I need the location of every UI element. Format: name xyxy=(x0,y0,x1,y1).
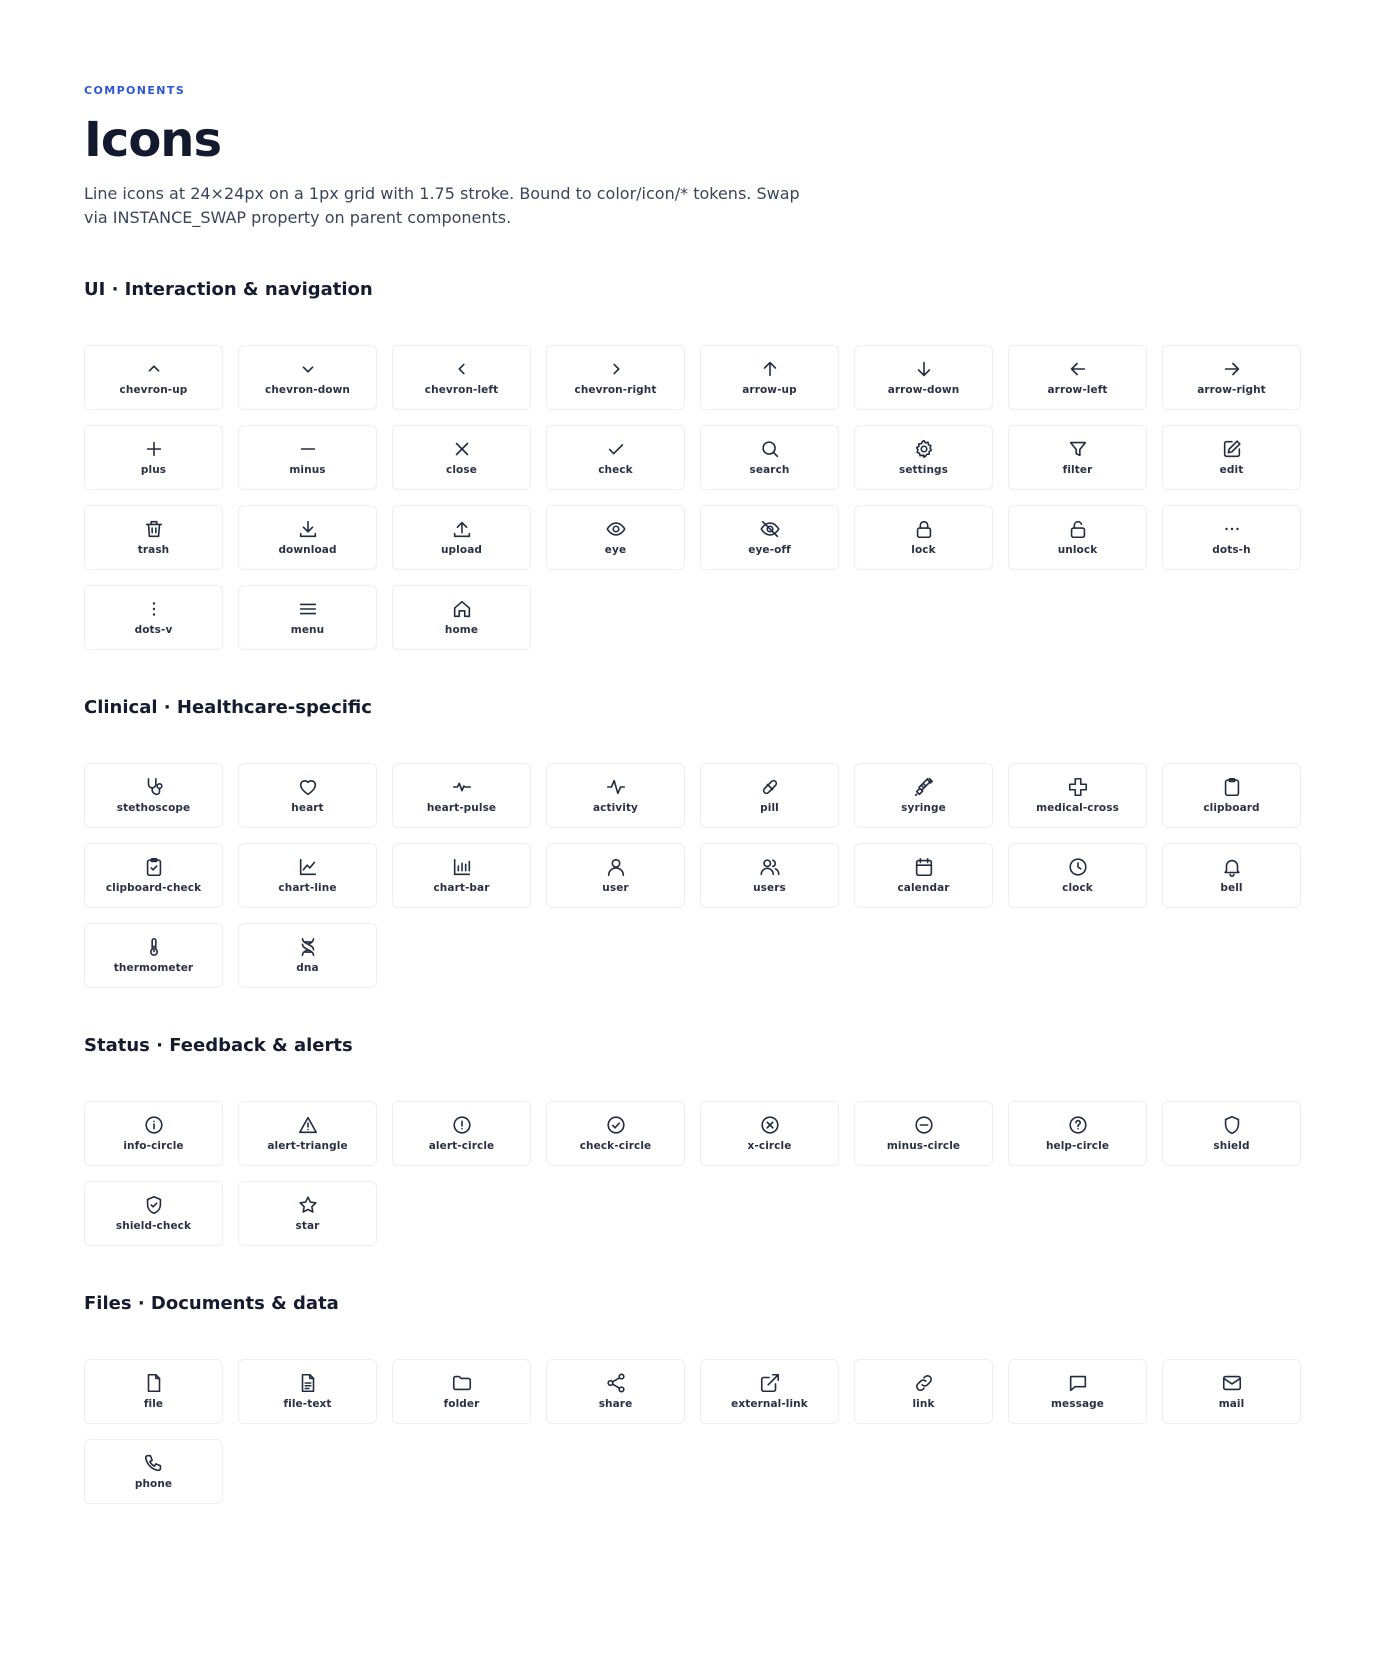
icon-label: thermometer xyxy=(113,962,194,974)
icon-label: search xyxy=(749,464,790,476)
check-icon xyxy=(604,437,628,461)
icon-tile-external-link[interactable] xyxy=(700,1359,839,1424)
section-title: Status · Feedback & alerts xyxy=(84,1035,353,1056)
icon-label: file xyxy=(143,1398,164,1410)
icon-label: file-text xyxy=(283,1398,332,1410)
close-icon xyxy=(450,437,474,461)
icon-label: mail xyxy=(1218,1398,1245,1410)
icons-page xyxy=(0,84,1400,1504)
icon-tile-x-circle[interactable] xyxy=(700,1101,839,1166)
icon-tile-filter[interactable] xyxy=(1008,425,1147,490)
minus-icon xyxy=(296,437,320,461)
icon-tile-trash[interactable] xyxy=(84,505,223,570)
icon-tile-share[interactable] xyxy=(546,1359,685,1424)
icon-label: check xyxy=(598,464,633,476)
dna-icon xyxy=(296,935,320,959)
icon-tile-chevron-up[interactable] xyxy=(84,345,223,410)
icon-tile-phone[interactable] xyxy=(84,1439,223,1504)
message-icon xyxy=(1066,1371,1090,1395)
arrow-down-icon xyxy=(912,357,936,381)
icon-grid xyxy=(84,763,1316,988)
edit-icon xyxy=(1220,437,1244,461)
icon-label: x-circle xyxy=(747,1140,792,1152)
upload-icon xyxy=(450,517,474,541)
icon-label: chevron-left xyxy=(424,384,499,396)
eye-icon xyxy=(604,517,628,541)
page-description: Line icons at 24×24px on a 1px grid with 1.75 stroke. Bound to color/icon/* tokens. Swap via INSTANCE_SWAP property on parent components. xyxy=(84,184,800,227)
arrow-right-icon xyxy=(1220,357,1244,381)
icon-label: trash xyxy=(137,544,170,556)
users-icon xyxy=(758,855,782,879)
icon-tile-minus[interactable] xyxy=(238,425,377,490)
icon-tile-mail[interactable] xyxy=(1162,1359,1301,1424)
chart-bar-icon xyxy=(450,855,474,879)
icon-label: syringe xyxy=(901,802,946,814)
icon-tile-folder[interactable] xyxy=(392,1359,531,1424)
icon-tile-medical-cross[interactable] xyxy=(1008,763,1147,828)
icon-label: check-circle xyxy=(579,1140,652,1152)
icon-tile-calendar[interactable] xyxy=(854,843,993,908)
icon-tile-dots-v[interactable] xyxy=(84,585,223,650)
icon-label: arrow-down xyxy=(887,384,960,396)
icon-tile-chart-bar[interactable] xyxy=(392,843,531,908)
page-title: Icons xyxy=(84,112,222,168)
chevron-right-icon xyxy=(604,357,628,381)
info-circle-icon xyxy=(142,1113,166,1137)
section-clinical xyxy=(84,696,1316,988)
icon-label: edit xyxy=(1219,464,1244,476)
user-icon xyxy=(604,855,628,879)
icon-label: folder xyxy=(443,1398,480,1410)
icon-label: user xyxy=(602,882,629,894)
icon-tile-shield[interactable] xyxy=(1162,1101,1301,1166)
icon-tile-file-text[interactable] xyxy=(238,1359,377,1424)
icon-label: menu xyxy=(290,624,325,636)
icon-tile-eye-off[interactable] xyxy=(700,505,839,570)
icon-tile-eye[interactable] xyxy=(546,505,685,570)
icon-label: link xyxy=(912,1398,935,1410)
chevron-up-icon xyxy=(142,357,166,381)
icon-tile-heart-pulse[interactable] xyxy=(392,763,531,828)
icon-label: alert-circle xyxy=(428,1140,495,1152)
icon-label: chart-bar xyxy=(433,882,490,894)
activity-icon xyxy=(604,775,628,799)
icon-tile-home[interactable] xyxy=(392,585,531,650)
icon-tile-star[interactable] xyxy=(238,1181,377,1246)
chevron-left-icon xyxy=(450,357,474,381)
shield-icon xyxy=(1220,1113,1244,1137)
icon-tile-stethoscope[interactable] xyxy=(84,763,223,828)
icon-label: calendar xyxy=(897,882,950,894)
section-ui xyxy=(84,278,1316,650)
pill-icon xyxy=(758,775,782,799)
icon-tile-help-circle[interactable] xyxy=(1008,1101,1147,1166)
icon-label: upload xyxy=(440,544,482,556)
eyebrow-label: COMPONENTS xyxy=(84,84,186,97)
icon-tile-chevron-right[interactable] xyxy=(546,345,685,410)
icon-tile-message[interactable] xyxy=(1008,1359,1147,1424)
arrow-up-icon xyxy=(758,357,782,381)
icon-tile-clipboard-check[interactable] xyxy=(84,843,223,908)
icon-label: message xyxy=(1051,1398,1104,1410)
icon-label: shield xyxy=(1213,1140,1250,1152)
stethoscope-icon xyxy=(142,775,166,799)
icon-tile-arrow-up[interactable] xyxy=(700,345,839,410)
icon-tile-arrow-down[interactable] xyxy=(854,345,993,410)
icon-label: dots-v xyxy=(134,624,173,636)
minus-circle-icon xyxy=(912,1113,936,1137)
menu-icon xyxy=(296,597,320,621)
section-title: Files · Documents & data xyxy=(84,1293,339,1314)
syringe-icon xyxy=(912,775,936,799)
icon-tile-plus[interactable] xyxy=(84,425,223,490)
icon-label: dots-h xyxy=(1212,544,1251,556)
icon-tile-arrow-left[interactable] xyxy=(1008,345,1147,410)
icon-tile-heart[interactable] xyxy=(238,763,377,828)
icon-label: chevron-right xyxy=(574,384,657,396)
icon-grid xyxy=(84,1101,1316,1246)
clipboard-check-icon xyxy=(142,855,166,879)
icon-tile-info-circle[interactable] xyxy=(84,1101,223,1166)
icon-tile-upload[interactable] xyxy=(392,505,531,570)
clock-icon xyxy=(1066,855,1090,879)
icon-label: arrow-right xyxy=(1197,384,1266,396)
icon-tile-lock[interactable] xyxy=(854,505,993,570)
icon-tile-clock[interactable] xyxy=(1008,843,1147,908)
icon-label: heart-pulse xyxy=(426,802,497,814)
icon-label: medical-cross xyxy=(1036,802,1119,814)
icon-label: home xyxy=(444,624,479,636)
icon-tile-arrow-right[interactable] xyxy=(1162,345,1301,410)
icon-label: close xyxy=(446,464,477,476)
icon-tile-chart-line[interactable] xyxy=(238,843,377,908)
eye-off-icon xyxy=(758,517,782,541)
file-icon xyxy=(142,1371,166,1395)
folder-icon xyxy=(450,1371,474,1395)
search-icon xyxy=(758,437,782,461)
icon-tile-file[interactable] xyxy=(84,1359,223,1424)
icon-tile-chevron-down[interactable] xyxy=(238,345,377,410)
filter-icon xyxy=(1066,437,1090,461)
icon-label: settings xyxy=(898,464,949,476)
help-circle-icon xyxy=(1066,1113,1090,1137)
icon-tile-unlock[interactable] xyxy=(1008,505,1147,570)
icon-label: star xyxy=(295,1220,320,1232)
thermometer-icon xyxy=(142,935,166,959)
file-text-icon xyxy=(296,1371,320,1395)
icon-label: stethoscope xyxy=(116,802,191,814)
icon-label: arrow-left xyxy=(1047,384,1108,396)
icon-tile-dots-h[interactable] xyxy=(1162,505,1301,570)
link-icon xyxy=(912,1371,936,1395)
icon-label: minus xyxy=(289,464,326,476)
icon-label: shield-check xyxy=(115,1220,192,1232)
arrow-left-icon xyxy=(1066,357,1090,381)
trash-icon xyxy=(142,517,166,541)
icon-label: bell xyxy=(1220,882,1243,894)
icon-label: chevron-up xyxy=(119,384,188,396)
icon-tile-menu[interactable] xyxy=(238,585,377,650)
icon-grid xyxy=(84,1359,1316,1504)
section-status xyxy=(84,1034,1316,1246)
icon-tile-check-circle[interactable] xyxy=(546,1101,685,1166)
icon-label: eye-off xyxy=(748,544,791,556)
unlock-icon xyxy=(1066,517,1090,541)
icon-label: info-circle xyxy=(123,1140,184,1152)
icon-label: pill xyxy=(760,802,779,814)
icon-tile-thermometer[interactable] xyxy=(84,923,223,988)
icon-label: minus-circle xyxy=(886,1140,961,1152)
icon-tile-bell[interactable] xyxy=(1162,843,1301,908)
chevron-down-icon xyxy=(296,357,320,381)
section-title: UI · Interaction & navigation xyxy=(84,279,373,300)
icon-label: clipboard xyxy=(1203,802,1260,814)
icon-label: heart xyxy=(291,802,324,814)
heart-pulse-icon xyxy=(450,775,474,799)
mail-icon xyxy=(1220,1371,1244,1395)
clipboard-icon xyxy=(1220,775,1244,799)
icon-tile-chevron-left[interactable] xyxy=(392,345,531,410)
section-title: Clinical · Healthcare-specific xyxy=(84,697,372,718)
medical-cross-icon xyxy=(1066,775,1090,799)
check-circle-icon xyxy=(604,1113,628,1137)
icon-tile-users[interactable] xyxy=(700,843,839,908)
external-link-icon xyxy=(758,1371,782,1395)
icon-tile-pill[interactable] xyxy=(700,763,839,828)
icon-tile-alert-triangle[interactable] xyxy=(238,1101,377,1166)
home-icon xyxy=(450,597,474,621)
section-files xyxy=(84,1292,1316,1504)
icon-label: eye xyxy=(604,544,627,556)
phone-icon xyxy=(142,1451,166,1475)
star-icon xyxy=(296,1193,320,1217)
x-circle-icon xyxy=(758,1113,782,1137)
icon-tile-activity[interactable] xyxy=(546,763,685,828)
icon-label: phone xyxy=(134,1478,173,1490)
alert-triangle-icon xyxy=(296,1113,320,1137)
icon-tile-clipboard[interactable] xyxy=(1162,763,1301,828)
icon-grid xyxy=(84,345,1316,650)
alert-circle-icon xyxy=(450,1113,474,1137)
icon-tile-search[interactable] xyxy=(700,425,839,490)
icon-tile-link[interactable] xyxy=(854,1359,993,1424)
icon-label: lock xyxy=(911,544,936,556)
icon-tile-dna[interactable] xyxy=(238,923,377,988)
icon-label: clipboard-check xyxy=(105,882,202,894)
icon-label: download xyxy=(278,544,337,556)
heart-icon xyxy=(296,775,320,799)
icon-label: external-link xyxy=(731,1398,808,1410)
dots-v-icon xyxy=(142,597,166,621)
icon-tile-shield-check[interactable] xyxy=(84,1181,223,1246)
share-icon xyxy=(604,1371,628,1395)
chart-line-icon xyxy=(296,855,320,879)
icon-tile-close[interactable] xyxy=(392,425,531,490)
icon-label: help-circle xyxy=(1045,1140,1110,1152)
icon-label: chart-line xyxy=(278,882,337,894)
icon-tile-download[interactable] xyxy=(238,505,377,570)
lock-icon xyxy=(912,517,936,541)
icon-label: alert-triangle xyxy=(267,1140,348,1152)
plus-icon xyxy=(142,437,166,461)
bell-icon xyxy=(1220,855,1244,879)
icon-label: activity xyxy=(592,802,639,814)
icon-label: clock xyxy=(1062,882,1093,894)
settings-icon xyxy=(912,437,936,461)
icon-label: chevron-down xyxy=(265,384,350,396)
icon-tile-settings[interactable] xyxy=(854,425,993,490)
icon-label: filter xyxy=(1062,464,1093,476)
icon-tile-syringe[interactable] xyxy=(854,763,993,828)
icon-tile-check[interactable] xyxy=(546,425,685,490)
icon-label: plus xyxy=(140,464,167,476)
icon-tile-minus-circle[interactable] xyxy=(854,1101,993,1166)
dots-h-icon xyxy=(1220,517,1244,541)
icon-label: users xyxy=(753,882,786,894)
icon-tile-alert-circle[interactable] xyxy=(392,1101,531,1166)
calendar-icon xyxy=(912,855,936,879)
icon-tile-user[interactable] xyxy=(546,843,685,908)
icon-label: dna xyxy=(296,962,319,974)
shield-check-icon xyxy=(142,1193,166,1217)
icon-label: unlock xyxy=(1057,544,1098,556)
icon-tile-edit[interactable] xyxy=(1162,425,1301,490)
download-icon xyxy=(296,517,320,541)
icon-label: arrow-up xyxy=(742,384,797,396)
icon-label: share xyxy=(598,1398,633,1410)
